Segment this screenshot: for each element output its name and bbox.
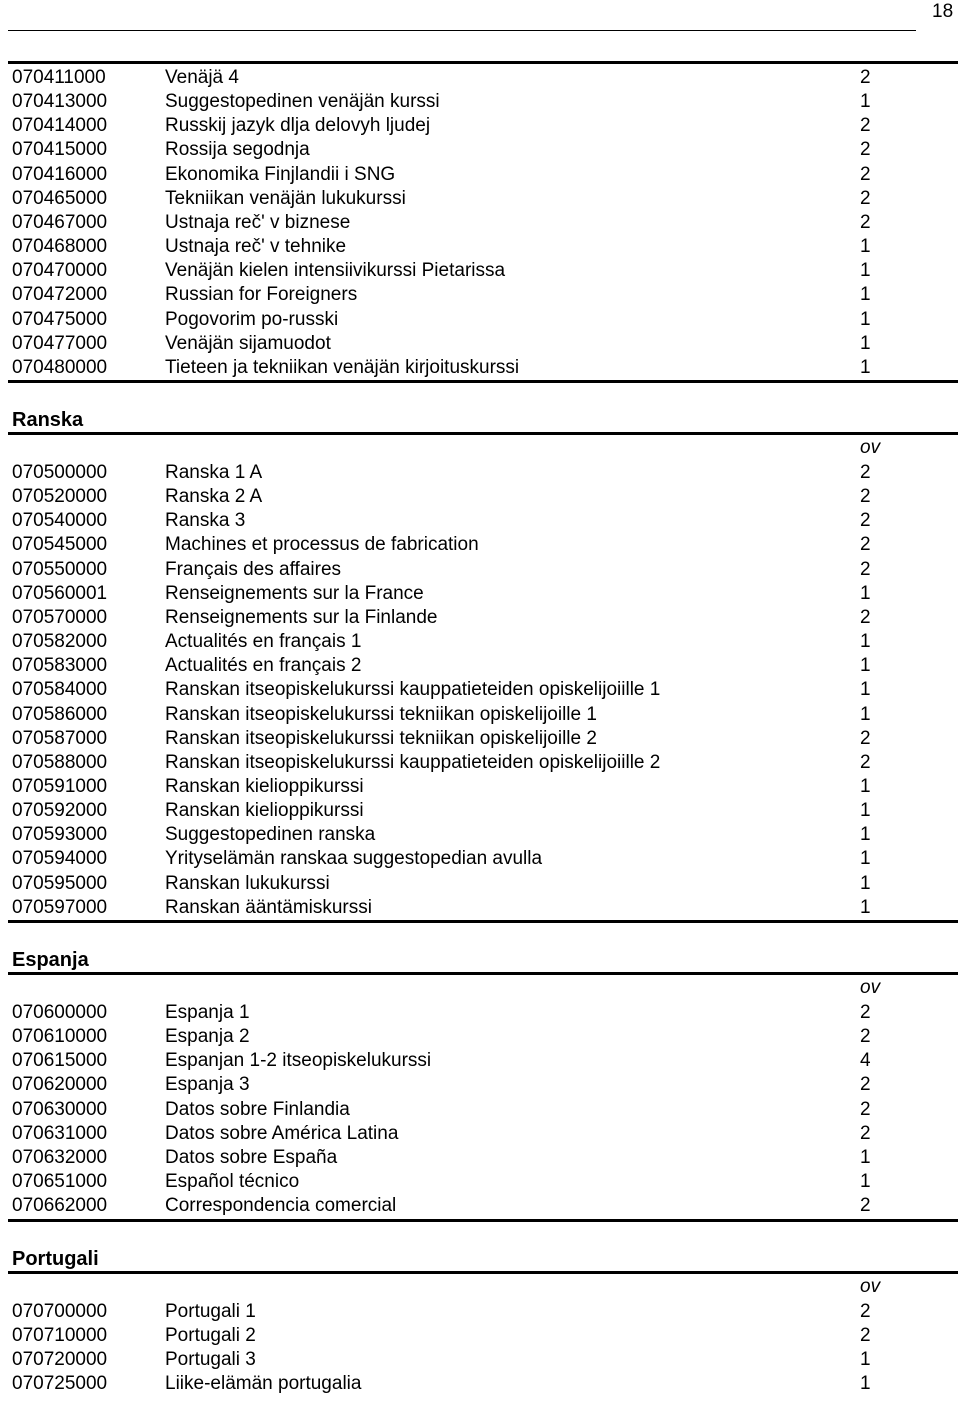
course-code: 070586000 (12, 704, 108, 725)
course-name: Machines et processus de fabrication (165, 534, 479, 555)
course-row (0, 1146, 960, 1170)
credits-column-header: ov (860, 977, 881, 998)
course-credits: 1 (860, 824, 871, 845)
course-name: Renseignements sur la France (165, 583, 424, 604)
course-row (0, 582, 960, 606)
section-heading: Portugali (12, 1248, 99, 1270)
course-code: 070475000 (12, 309, 108, 330)
course-row (0, 703, 960, 727)
course-code: 070415000 (12, 139, 108, 160)
course-credits: 2 (860, 1325, 871, 1346)
course-credits: 2 (860, 1195, 871, 1216)
course-name: Suggestopedinen ranska (165, 824, 376, 845)
course-code: 070500000 (12, 462, 108, 483)
course-row (0, 727, 960, 751)
course-credits: 2 (860, 1301, 871, 1322)
course-row (0, 1001, 960, 1025)
course-code: 070595000 (12, 873, 108, 894)
course-code: 070620000 (12, 1074, 108, 1095)
course-name: Actualités en français 1 (165, 631, 362, 652)
course-credits: 2 (860, 188, 871, 209)
course-row (0, 332, 960, 356)
course-row (0, 1170, 960, 1194)
course-credits: 2 (860, 139, 871, 160)
course-name: Correspondencia comercial (165, 1195, 397, 1216)
course-credits: 2 (860, 1026, 871, 1047)
course-credits: 2 (860, 212, 871, 233)
course-credits: 1 (860, 333, 871, 354)
course-row (0, 187, 960, 211)
course-name: Datos sobre América Latina (165, 1123, 399, 1144)
course-credits: 2 (860, 1074, 871, 1095)
section-rule (8, 1271, 958, 1274)
course-row (0, 66, 960, 90)
page-number: 18 (932, 1, 954, 22)
course-code: 070593000 (12, 824, 108, 845)
section-rule (8, 380, 958, 383)
course-row (0, 1300, 960, 1324)
course-code: 070411000 (12, 67, 106, 88)
course-code: 070588000 (12, 752, 108, 773)
course-credits: 1 (860, 284, 871, 305)
course-code: 070631000 (12, 1123, 108, 1144)
course-credits: 1 (860, 679, 871, 700)
course-code: 070651000 (12, 1171, 108, 1192)
course-row (0, 1348, 960, 1372)
course-name: Yrityselämän ranskaa suggestopedian avulla (165, 848, 543, 869)
course-credits: 2 (860, 115, 871, 136)
header-rule (8, 30, 916, 31)
section-heading: Espanja (12, 949, 89, 971)
course-credits: 1 (860, 800, 871, 821)
section-rule (8, 920, 958, 923)
course-name: Ranska 2 A (165, 486, 263, 507)
course-name: Datos sobre Finlandia (165, 1099, 350, 1120)
section-heading: Ranska (12, 409, 84, 431)
course-name: Ranskan itseopiskelukurssi kauppatieteiden opiskelijoiille 1 (165, 679, 661, 700)
course-row (0, 485, 960, 509)
course-credits: 1 (860, 236, 871, 257)
course-row (0, 138, 960, 162)
course-credits: 2 (860, 1002, 871, 1023)
course-code: 070592000 (12, 800, 108, 821)
course-code: 070560001 (12, 583, 108, 604)
course-name: Russkij jazyk dlja delovyh ljudej (165, 115, 431, 136)
course-credits: 1 (860, 873, 871, 894)
course-code: 070465000 (12, 188, 108, 209)
course-name: Ranskan itseopiskelukurssi kauppatieteiden opiskelijoiille 2 (165, 752, 661, 773)
course-name: Datos sobre España (165, 1147, 338, 1168)
course-code: 070632000 (12, 1147, 108, 1168)
course-code: 070720000 (12, 1349, 108, 1370)
course-code: 070610000 (12, 1026, 108, 1047)
course-credits: 1 (860, 848, 871, 869)
course-name: Venäjän sijamuodot (165, 333, 331, 354)
course-credits: 1 (860, 1373, 871, 1394)
course-name: Ranskan ääntämiskurssi (165, 897, 372, 918)
course-row (0, 1098, 960, 1122)
course-row (0, 630, 960, 654)
course-code: 070584000 (12, 679, 108, 700)
course-name: Tieteen ja tekniikan venäjän kirjoituskurssi (165, 357, 520, 378)
course-code: 070597000 (12, 897, 108, 918)
course-credits: 2 (860, 510, 871, 531)
course-name: Espanja 2 (165, 1026, 250, 1047)
course-credits: 1 (860, 631, 871, 652)
course-name: Portugali 1 (165, 1301, 256, 1322)
course-code: 070416000 (12, 164, 108, 185)
course-row (0, 461, 960, 485)
course-row (0, 558, 960, 582)
section-rule (8, 432, 958, 435)
course-code: 070587000 (12, 728, 108, 749)
course-row (0, 308, 960, 332)
course-code: 070477000 (12, 333, 108, 354)
course-row (0, 1122, 960, 1146)
course-row (0, 1025, 960, 1049)
course-name: Renseignements sur la Finlande (165, 607, 438, 628)
course-code: 070550000 (12, 559, 108, 580)
course-row (0, 1049, 960, 1073)
course-row (0, 847, 960, 871)
course-code: 070700000 (12, 1301, 108, 1322)
course-code: 070591000 (12, 776, 108, 797)
course-code: 070470000 (12, 260, 108, 281)
course-name: Portugali 3 (165, 1349, 256, 1370)
section-rule (8, 61, 958, 64)
course-row (0, 533, 960, 557)
course-code: 070413000 (12, 91, 108, 112)
course-row (0, 1073, 960, 1097)
section-rule (8, 1219, 958, 1222)
course-credits: 2 (860, 164, 871, 185)
course-row (0, 163, 960, 187)
course-code: 070520000 (12, 486, 108, 507)
course-name: Espanjan 1-2 itseopiskelukurssi (165, 1050, 432, 1071)
course-credits: 2 (860, 728, 871, 749)
course-row (0, 1324, 960, 1348)
course-row (0, 114, 960, 138)
course-code: 070600000 (12, 1002, 108, 1023)
course-row (0, 872, 960, 896)
course-name: Français des affaires (165, 559, 342, 580)
course-name: Espanja 1 (165, 1002, 250, 1023)
course-credits: 4 (860, 1050, 871, 1071)
course-name: Actualités en français 2 (165, 655, 362, 676)
course-row (0, 606, 960, 630)
course-row (0, 259, 960, 283)
course-code: 070540000 (12, 510, 108, 531)
course-code: 070594000 (12, 848, 108, 869)
course-credits: 1 (860, 1147, 871, 1168)
course-row (0, 775, 960, 799)
course-credits: 1 (860, 897, 871, 918)
course-code: 070467000 (12, 212, 108, 233)
course-row (0, 211, 960, 235)
course-name: Ustnaja reč' v biznese (165, 212, 351, 233)
course-row (0, 678, 960, 702)
course-credits: 1 (860, 776, 871, 797)
course-name: Portugali 2 (165, 1325, 256, 1346)
course-name: Ranska 3 (165, 510, 246, 531)
course-row (0, 235, 960, 259)
course-credits: 2 (860, 67, 871, 88)
credits-column-header: ov (860, 1276, 881, 1297)
course-code: 070545000 (12, 534, 108, 555)
course-code: 070662000 (12, 1195, 108, 1216)
course-code: 070630000 (12, 1099, 108, 1120)
course-credits: 2 (860, 607, 871, 628)
course-row (0, 283, 960, 307)
course-row (0, 896, 960, 920)
course-name: Venäjän kielen intensiivikurssi Pietarissa (165, 260, 506, 281)
course-row (0, 823, 960, 847)
course-name: Ranska 1 A (165, 462, 263, 483)
course-credits: 1 (860, 704, 871, 725)
course-credits: 1 (860, 91, 871, 112)
course-name: Liike-elämän portugalia (165, 1373, 362, 1394)
course-name: Ranskan itseopiskelukurssi tekniikan opiskelijoille 1 (165, 704, 597, 725)
course-credits: 1 (860, 260, 871, 281)
course-credits: 1 (860, 655, 871, 676)
course-code: 070710000 (12, 1325, 108, 1346)
course-row (0, 90, 960, 114)
course-name: Ekonomika Finjlandii i SNG (165, 164, 396, 185)
course-code: 070583000 (12, 655, 108, 676)
course-row (0, 509, 960, 533)
course-name: Espanja 3 (165, 1074, 250, 1095)
course-code: 070414000 (12, 115, 108, 136)
course-name: Ustnaja reč' v tehnike (165, 236, 347, 257)
course-name: Russian for Foreigners (165, 284, 358, 305)
course-row (0, 799, 960, 823)
course-credits: 2 (860, 1123, 871, 1144)
credits-column-header: ov (860, 437, 881, 458)
course-name: Español técnico (165, 1171, 300, 1192)
course-name: Pogovorim po-russki (165, 309, 339, 330)
course-name: Venäjä 4 (165, 67, 239, 88)
course-credits: 2 (860, 1099, 871, 1120)
course-row (0, 751, 960, 775)
course-code: 070725000 (12, 1373, 108, 1394)
course-credits: 2 (860, 486, 871, 507)
course-credits: 2 (860, 462, 871, 483)
course-code: 070468000 (12, 236, 108, 257)
course-code: 070480000 (12, 357, 108, 378)
course-code: 070472000 (12, 284, 108, 305)
course-credits: 2 (860, 559, 871, 580)
course-code: 070582000 (12, 631, 108, 652)
course-code: 070570000 (12, 607, 108, 628)
course-credits: 1 (860, 1171, 871, 1192)
course-name: Suggestopedinen venäjän kurssi (165, 91, 440, 112)
course-credits: 1 (860, 1349, 871, 1370)
course-row (0, 356, 960, 380)
course-code: 070615000 (12, 1050, 108, 1071)
course-name: Ranskan lukukurssi (165, 873, 330, 894)
course-name: Ranskan kielioppikurssi (165, 800, 364, 821)
course-row (0, 1194, 960, 1218)
course-row (0, 1372, 960, 1396)
course-credits: 2 (860, 534, 871, 555)
section-rule (8, 972, 958, 975)
course-credits: 1 (860, 309, 871, 330)
course-name: Tekniikan venäjän lukukurssi (165, 188, 406, 209)
course-name: Ranskan kielioppikurssi (165, 776, 364, 797)
course-name: Ranskan itseopiskelukurssi tekniikan opiskelijoille 2 (165, 728, 597, 749)
course-credits: 1 (860, 583, 871, 604)
course-name: Rossija segodnja (165, 139, 310, 160)
course-credits: 2 (860, 752, 871, 773)
course-credits: 1 (860, 357, 871, 378)
course-row (0, 654, 960, 678)
